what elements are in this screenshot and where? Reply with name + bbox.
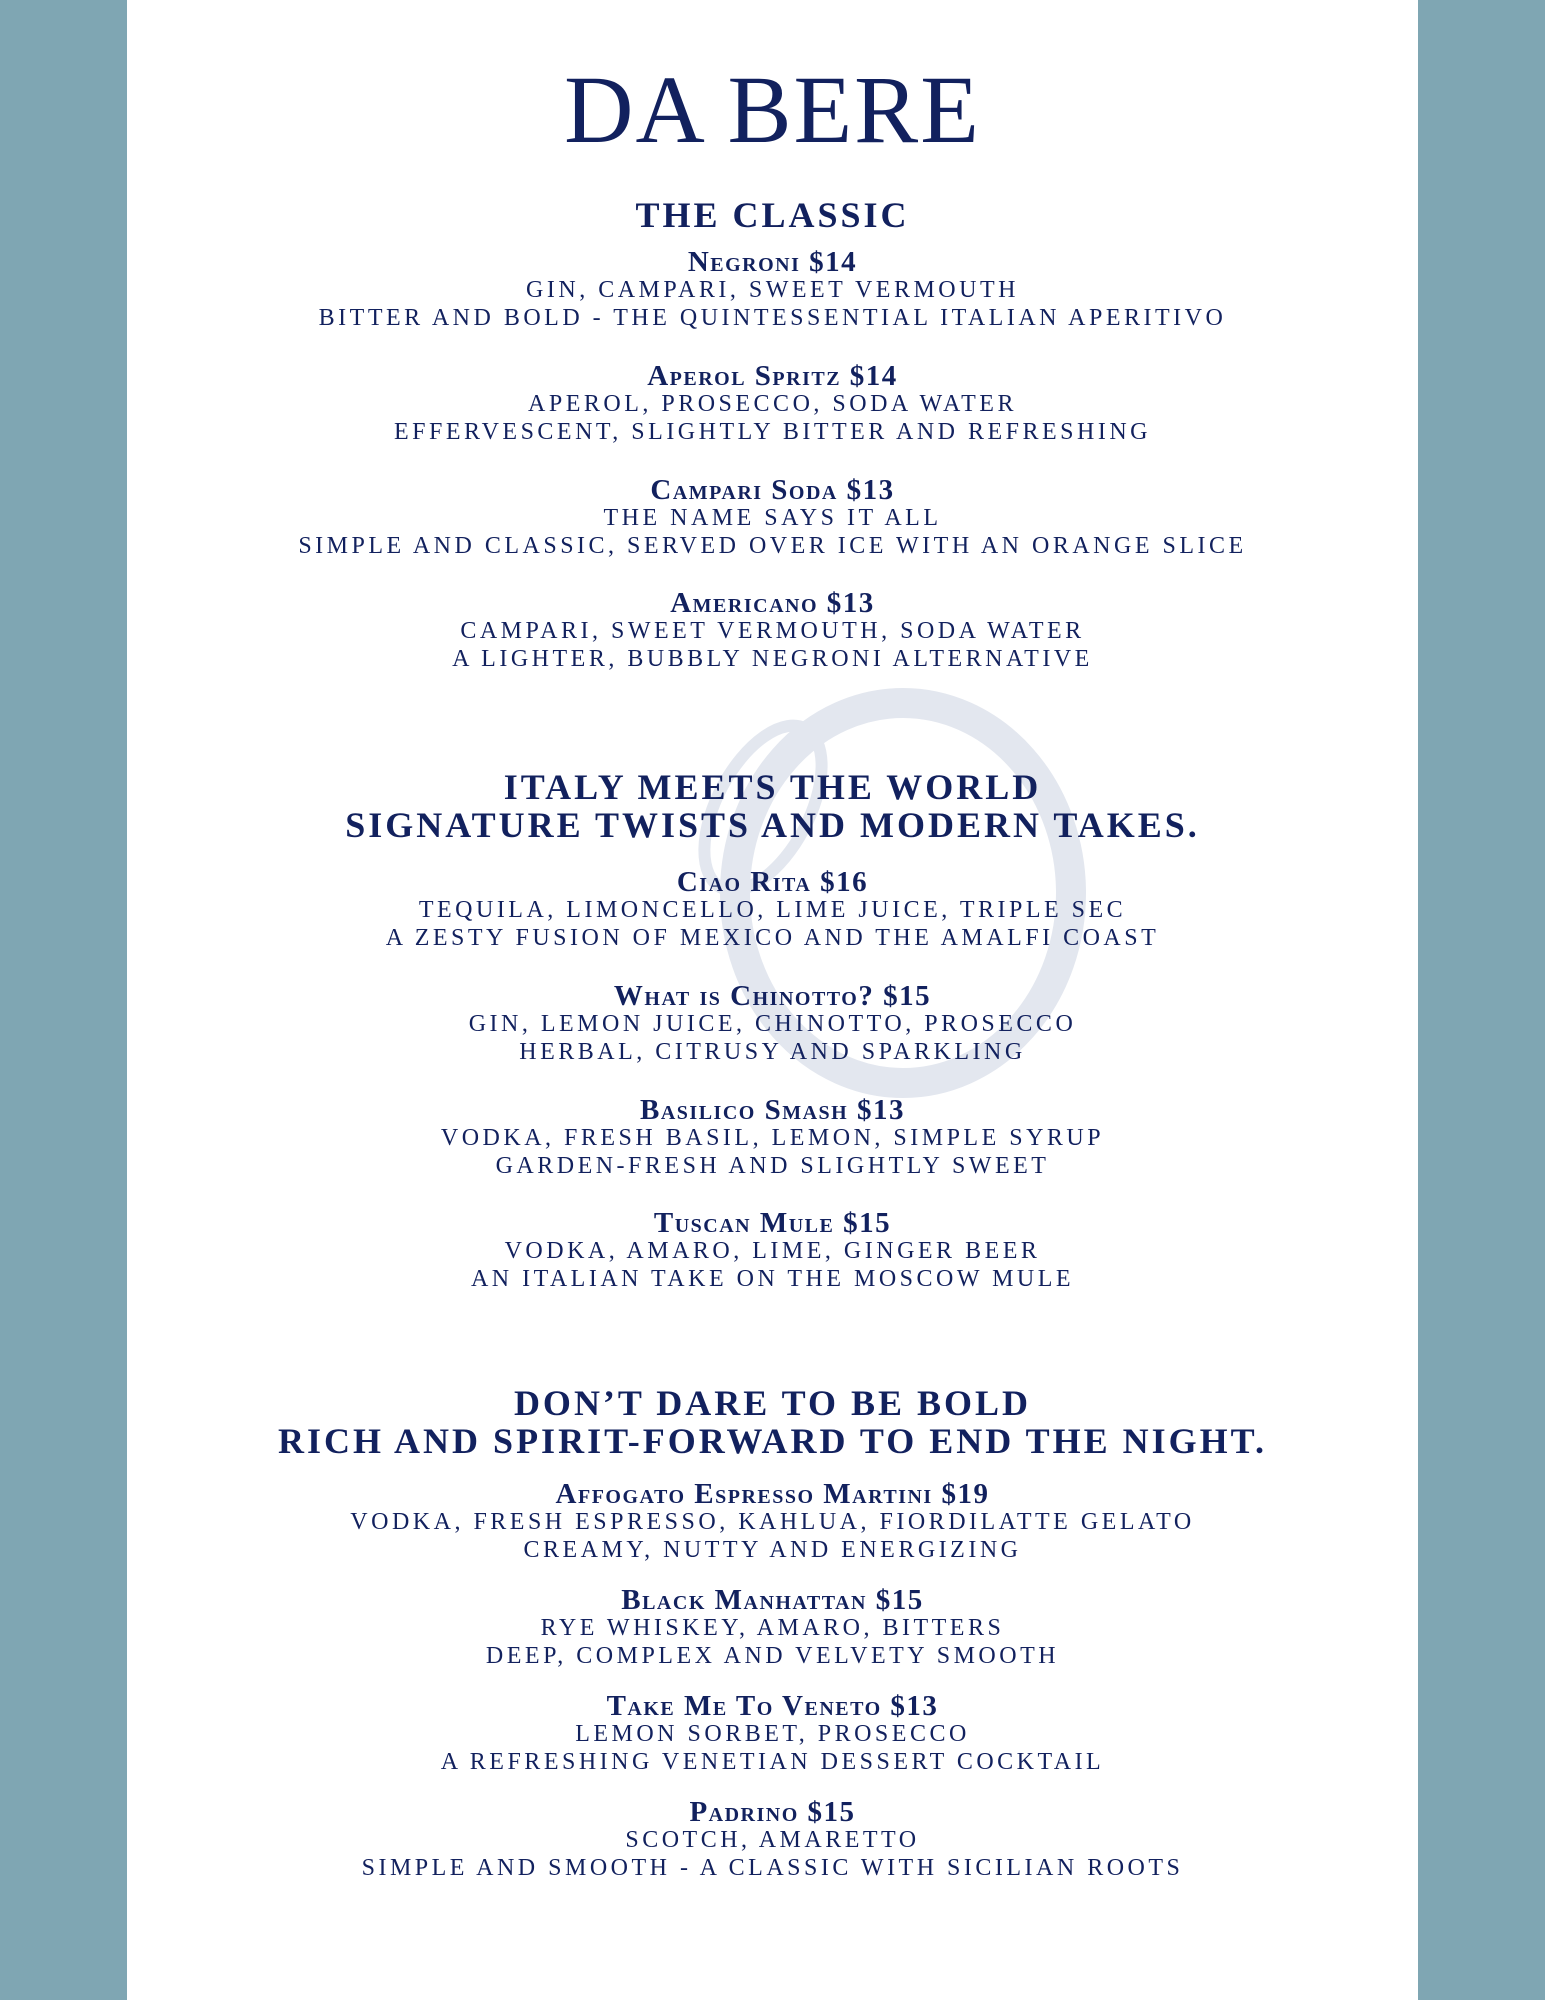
item-name: Aperol Spritz $14 [647,360,898,392]
section-heading-dare-to-be-bold [127,1384,1418,1460]
item-name: Campari Soda $13 [650,474,895,506]
item-name: Tuscan Mule $15 [653,1207,892,1239]
item-ingredients: THE NAME SAYS IT ALL [603,505,942,531]
section-heading-line: THE CLASSIC [635,195,910,235]
item-note: SIMPLE AND CLASSIC, SERVED OVER ICE WITH AN ORANGE SLICE [298,533,1247,559]
item-note: CREAMY, NUTTY AND ENERGIZING [523,1537,1022,1563]
section-heading-italy-meets-world [127,768,1418,844]
item-note: SIMPLE AND SMOOTH - A CLASSIC WITH SICILIAN ROOTS [361,1855,1184,1881]
item-name: Black Manhattan $15 [621,1584,924,1616]
item-name: Take Me To Veneto $13 [606,1690,939,1722]
item-note: HERBAL, CITRUSY AND SPARKLING [519,1039,1026,1065]
item-ingredients: LEMON SORBET, PROSECCO [575,1721,970,1747]
menu-item [127,1096,1418,1180]
item-name: Americano $13 [670,587,875,619]
item-name: Basilico Smash $13 [640,1094,905,1126]
item-note: DEEP, COMPLEX AND VELVETY SMOOTH [485,1643,1060,1669]
menu-item [127,362,1418,446]
menu-item [127,1480,1418,1564]
menu-item [127,1692,1418,1776]
item-ingredients: TEQUILA, LIMONCELLO, LIME JUICE, TRIPLE SEC [418,897,1127,923]
section-heading-line: ITALY MEETS THE WORLD [503,767,1042,807]
section-heading-line: DON’T DARE TO BE BOLD [513,1383,1032,1423]
menu-page [127,0,1418,2000]
item-ingredients: APEROL, PROSECCO, SODA WATER [528,391,1017,417]
menu-item [127,589,1418,673]
item-name: What is Chinotto? $15 [613,980,932,1012]
menu-title: DA BERE [564,56,981,163]
item-note: AN ITALIAN TAKE ON THE MOSCOW MULE [470,1266,1075,1292]
item-ingredients: VODKA, AMARO, LIME, GINGER BEER [504,1238,1041,1264]
menu-item [127,1798,1418,1882]
menu-item [127,248,1418,332]
item-ingredients: GIN, LEMON JUICE, CHINOTTO, PROSECCO [468,1011,1077,1037]
item-ingredients: GIN, CAMPARI, SWEET VERMOUTH [526,277,1019,303]
menu-item [127,868,1418,952]
item-ingredients: VODKA, FRESH BASIL, LEMON, SIMPLE SYRUP [440,1125,1105,1151]
item-note: EFFERVESCENT, SLIGHTLY BITTER AND REFRESHING [393,419,1152,445]
item-note: BITTER AND BOLD - THE QUINTESSENTIAL ITALIAN APERITIVO [318,305,1227,331]
section-heading-line: RICH AND SPIRIT-FORWARD TO END THE NIGHT. [278,1421,1267,1461]
item-note: A REFRESHING VENETIAN DESSERT COCKTAIL [440,1749,1105,1775]
item-note: A ZESTY FUSION OF MEXICO AND THE AMALFI COAST [385,925,1160,951]
section-heading-line: SIGNATURE TWISTS AND MODERN TAKES. [345,805,1200,845]
item-ingredients: VODKA, FRESH ESPRESSO, KAHLUA, FIORDILATTE GELATO [350,1509,1195,1535]
item-name: Ciao Rita $16 [676,866,869,898]
menu-item [127,1586,1418,1670]
menu-item [127,1209,1418,1293]
section-heading-classic [127,196,1418,234]
item-name: Affogato Espresso Martini $19 [555,1478,990,1510]
menu-item [127,476,1418,560]
item-name: Padrino $15 [689,1796,856,1828]
item-note: A LIGHTER, BUBBLY NEGRONI ALTERNATIVE [452,646,1093,672]
menu-item [127,982,1418,1066]
item-ingredients: SCOTCH, AMARETTO [625,1827,920,1853]
item-ingredients: CAMPARI, SWEET VERMOUTH, SODA WATER [460,618,1085,644]
item-note: GARDEN-FRESH AND SLIGHTLY SWEET [495,1153,1050,1179]
item-name: Negroni $14 [687,246,858,278]
item-ingredients: RYE WHISKEY, AMARO, BITTERS [540,1615,1005,1641]
